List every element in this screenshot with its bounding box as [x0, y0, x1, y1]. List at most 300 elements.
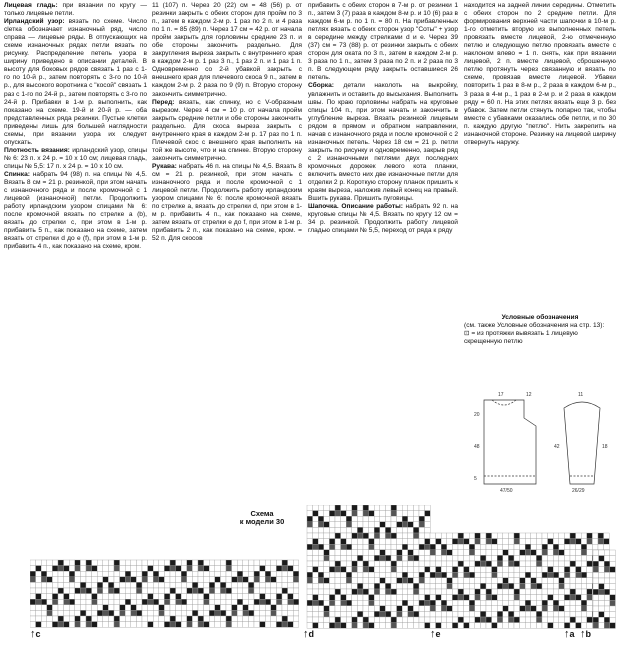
chart-cell — [136, 605, 142, 611]
chart-cell — [480, 550, 486, 556]
chart-cell — [604, 544, 610, 550]
chart-cell — [243, 582, 249, 588]
chart-cell — [441, 611, 447, 617]
chart-cell — [391, 595, 397, 601]
chart-cell — [475, 578, 481, 584]
chart-cell — [408, 600, 414, 606]
chart-cell — [369, 606, 375, 612]
chart-cell — [520, 533, 526, 539]
chart-cell — [452, 606, 458, 612]
chart-cell — [47, 616, 53, 622]
chart-cell — [503, 606, 509, 612]
chart-cell — [243, 588, 249, 594]
chart-cell — [458, 578, 464, 584]
chart-cell — [514, 589, 520, 595]
chart-cell — [346, 617, 352, 623]
chart-cell — [464, 539, 470, 545]
chart-cell — [307, 595, 313, 601]
chart-cell — [352, 623, 358, 629]
chart-cell — [531, 544, 537, 550]
chart-cell — [581, 611, 587, 617]
chart-cell — [559, 617, 565, 623]
paragraph — [4, 171, 147, 251]
sketch-label: 18 — [602, 444, 608, 450]
chart-cell — [243, 599, 249, 605]
chart-cell — [531, 606, 537, 612]
chart-cell — [64, 594, 70, 600]
chart-cell — [52, 560, 58, 566]
chart-cell — [329, 589, 335, 595]
legend-title: Условные обозначения — [501, 314, 579, 321]
chart-cell — [380, 555, 386, 561]
chart-cell — [464, 555, 470, 561]
chart-cell — [276, 605, 282, 611]
chart-cell — [480, 623, 486, 629]
chart-cell — [254, 571, 260, 577]
chart-cell — [293, 560, 299, 566]
chart-cell — [260, 577, 266, 583]
chart-cell — [402, 583, 408, 589]
chart-cell — [164, 622, 170, 628]
chart-cell — [514, 533, 520, 539]
chart-cell — [220, 571, 226, 577]
chart-cell — [570, 606, 576, 612]
chart-cell — [369, 595, 375, 601]
legend-note: (см. также Условные обозначения на стр. 13): — [464, 322, 605, 329]
chart-cell — [293, 566, 299, 572]
chart-cell — [181, 560, 187, 566]
chart-grid-block — [593, 550, 615, 628]
chart-cell — [181, 571, 187, 577]
paragraph-text: 11 (107) п. Через 20 (22) см = 48 (56) р. от резинки закрыть с обеих сторон для пройм по 3 п., затем в каждом 2-м р. 1 раз по 2 п. и 4 раза по 1 п. = 85 (89) п. Через 17 см = 42 р. от начала пройм закрыть для горловины средние 23 п. и обе стороны закончить раздельно. Для закругления выреза закрыть с внутреннего края в каждом 2-м р. 1 раз 3 п., 1 раз 2 п. и 1 раз 1 п. Одновременно со 2-й убавкой закрыть с внешнего края для плечевого скоса 9 п., затем в каждом 2-м р. 2 раза по 9 (9) п. Вторую сторону закончить симметрично. — [152, 2, 302, 98]
chart-cell — [441, 617, 447, 623]
chart-cell — [64, 577, 70, 583]
chart-cell — [542, 533, 548, 539]
chart-cell — [525, 550, 531, 556]
chart-cell — [276, 622, 282, 628]
chart-cell — [413, 561, 419, 567]
chart-cell — [587, 617, 593, 623]
chart-cell — [369, 623, 375, 629]
chart-cell — [69, 616, 75, 622]
chart-cell — [288, 594, 294, 600]
chart-cell — [374, 550, 380, 556]
chart-cell — [346, 600, 352, 606]
chart-cell — [265, 560, 271, 566]
chart-cell — [408, 617, 414, 623]
chart-cell — [176, 616, 182, 622]
chart-cell — [52, 599, 58, 605]
chart-cell — [564, 539, 570, 545]
chart-cell — [92, 605, 98, 611]
chart-cell — [352, 583, 358, 589]
chart-cell — [553, 544, 559, 550]
chart-cell — [610, 572, 616, 578]
chart-cell — [380, 589, 386, 595]
chart-cell — [41, 571, 47, 577]
chart-cell — [508, 606, 514, 612]
chart-cell — [226, 599, 232, 605]
chart-cell — [363, 606, 369, 612]
chart-cell — [581, 550, 587, 556]
chart-cell — [52, 616, 58, 622]
chart-cell — [514, 595, 520, 601]
chart-cell — [265, 599, 271, 605]
legend-item: ⊡ = из протяжки вывязать 1 лицевую скрещенную петлю — [464, 330, 578, 345]
chart-cell — [385, 511, 391, 517]
chart-cell — [153, 566, 159, 572]
chart-cell — [159, 599, 165, 605]
chart-cell — [318, 578, 324, 584]
chart-cell — [226, 616, 232, 622]
chart-cell — [220, 560, 226, 566]
chart-cell — [324, 522, 330, 528]
chart-cell — [97, 582, 103, 588]
pattern-sketch — [464, 388, 616, 498]
chart-cell — [254, 599, 260, 605]
chart-cell — [357, 578, 363, 584]
chart-cell — [307, 527, 313, 533]
chart-cell — [587, 578, 593, 584]
chart-cell — [531, 611, 537, 617]
chart-cell — [226, 566, 232, 572]
section-heading: Шапочка. Описание работы: — [308, 203, 403, 211]
chart-cell — [430, 539, 436, 545]
chart-cell — [408, 589, 414, 595]
chart-cell — [430, 567, 436, 573]
chart-cell — [198, 566, 204, 572]
chart-cell — [559, 589, 565, 595]
chart-cell — [352, 505, 358, 511]
chart-cell — [536, 572, 542, 578]
chart-cell — [75, 622, 81, 628]
chart-cell — [36, 599, 42, 605]
chart-cell — [209, 622, 215, 628]
chart-cell — [271, 566, 277, 572]
chart-cell — [318, 595, 324, 601]
chart-cell — [604, 612, 610, 618]
chart-cell — [525, 544, 531, 550]
chart-cell — [232, 605, 238, 611]
chart-cell — [232, 566, 238, 572]
chart-cell — [553, 533, 559, 539]
chart-cell — [520, 583, 526, 589]
chart-cell — [464, 561, 470, 567]
chart-cell — [503, 578, 509, 584]
chart-cell — [391, 606, 397, 612]
chart-cell — [293, 594, 299, 600]
chart-cell — [215, 582, 221, 588]
chart-cell — [452, 578, 458, 584]
chart-cell — [503, 611, 509, 617]
chart-cell — [369, 600, 375, 606]
chart-cell — [397, 533, 403, 539]
chart-cell — [243, 594, 249, 600]
chart-cell — [464, 572, 470, 578]
chart-cell — [469, 544, 475, 550]
chart-cell — [458, 567, 464, 573]
chart-cell — [413, 527, 419, 533]
chart-cell — [215, 588, 221, 594]
chart-cell — [469, 583, 475, 589]
chart-cell — [30, 610, 36, 616]
chart-cell — [288, 605, 294, 611]
chart-cell — [363, 527, 369, 533]
chart-cell — [469, 617, 475, 623]
chart-cell — [553, 589, 559, 595]
chart-cell — [464, 617, 470, 623]
chart-cell — [243, 566, 249, 572]
chart-cell — [475, 606, 481, 612]
chart-cell — [486, 595, 492, 601]
chart-cell — [374, 516, 380, 522]
chart-cell — [514, 617, 520, 623]
chart-cell — [125, 599, 131, 605]
chart-cell — [599, 606, 605, 612]
chart-cell — [480, 617, 486, 623]
chart-cell — [408, 611, 414, 617]
chart-cell — [176, 560, 182, 566]
chart-cell — [307, 550, 313, 556]
chart-cell — [324, 539, 330, 545]
chart-cell — [329, 511, 335, 517]
chart-cell — [581, 539, 587, 545]
chart-cell — [136, 622, 142, 628]
chart-cell — [475, 555, 481, 561]
chart-cell — [97, 610, 103, 616]
chart-cell — [282, 577, 288, 583]
chart-cell — [553, 583, 559, 589]
paragraph — [4, 147, 147, 171]
chart-cell — [52, 571, 58, 577]
chart-cell — [581, 600, 587, 606]
chart-cell — [346, 595, 352, 601]
chart-cell — [142, 577, 148, 583]
chart-cell — [520, 550, 526, 556]
chart-cell — [486, 533, 492, 539]
chart-cell — [564, 578, 570, 584]
chart-cell — [103, 605, 109, 611]
chart-cell — [430, 578, 436, 584]
paragraph-text: ирландский узор, спицы № 6: 23 п. х 24 р. = 10 х 10 см; лицевая гладь, спицы № 5,5: 17 п. х 24 р. = 10 х 10 см. — [4, 146, 147, 170]
chart-cell — [369, 572, 375, 578]
chart-cell — [531, 555, 537, 561]
chart-cell — [369, 505, 375, 511]
chart-cell — [187, 582, 193, 588]
chart-cell — [447, 606, 453, 612]
chart-cell — [363, 572, 369, 578]
chart-cell — [209, 616, 215, 622]
chart-cell — [391, 623, 397, 629]
chart-cell — [559, 600, 565, 606]
chart-cell — [374, 600, 380, 606]
chart-cell — [318, 583, 324, 589]
chart-cell — [503, 600, 509, 606]
chart-cell — [542, 578, 548, 584]
chart-cell — [391, 567, 397, 573]
chart-cell — [341, 511, 347, 517]
chart-cell — [464, 550, 470, 556]
chart-cell — [447, 550, 453, 556]
chart-cell — [497, 611, 503, 617]
chart-cell — [486, 550, 492, 556]
chart-cell — [181, 599, 187, 605]
chart-cell — [576, 606, 582, 612]
chart-cell — [593, 595, 599, 601]
paragraph — [4, 2, 147, 18]
chart-cell — [419, 527, 425, 533]
chart-cell — [237, 605, 243, 611]
chart-cell — [425, 522, 431, 528]
chart-cell — [363, 561, 369, 567]
chart-cell — [441, 539, 447, 545]
chart-cell — [69, 560, 75, 566]
chart-cell — [131, 577, 137, 583]
chart-cell — [374, 572, 380, 578]
chart-cell — [508, 567, 514, 573]
chart-cell — [170, 588, 176, 594]
chart-cell — [352, 527, 358, 533]
chart-cell — [75, 588, 81, 594]
paragraph — [308, 2, 458, 82]
chart-cell — [209, 594, 215, 600]
chart-cell — [408, 544, 414, 550]
chart-cell — [346, 516, 352, 522]
chart-cell — [198, 560, 204, 566]
chart-cell — [142, 599, 148, 605]
chart-cell — [198, 622, 204, 628]
chart-cell — [520, 561, 526, 567]
chart-cell — [226, 610, 232, 616]
chart-cell — [271, 616, 277, 622]
chart-cell — [604, 617, 610, 623]
chart-cell — [237, 594, 243, 600]
chart-cell — [548, 611, 554, 617]
chart-cell — [458, 606, 464, 612]
chart-cell — [335, 572, 341, 578]
chart-cell — [397, 522, 403, 528]
chart-cell — [564, 533, 570, 539]
chart-cell — [464, 623, 470, 629]
chart-cell — [357, 606, 363, 612]
chart-cell — [103, 610, 109, 616]
chart-cell — [313, 516, 319, 522]
chart-cell — [492, 617, 498, 623]
chart-cell — [593, 578, 599, 584]
chart-cell — [293, 582, 299, 588]
chart-cell — [97, 605, 103, 611]
chart-cell — [514, 567, 520, 573]
chart-cell — [103, 560, 109, 566]
chart-cell — [346, 527, 352, 533]
chart-cell — [131, 594, 137, 600]
chart-cell — [525, 555, 531, 561]
chart-cell — [357, 611, 363, 617]
chart-cell — [75, 560, 81, 566]
chart-cell — [142, 622, 148, 628]
chart-cell — [142, 605, 148, 611]
chart-cell — [604, 623, 610, 629]
chart-cell — [475, 544, 481, 550]
chart-cell — [260, 566, 266, 572]
chart-cell — [318, 533, 324, 539]
chart-cell — [357, 589, 363, 595]
chart-cell — [265, 577, 271, 583]
chart-cell — [352, 561, 358, 567]
chart-cell — [282, 571, 288, 577]
chart-cell — [397, 516, 403, 522]
chart-cell — [159, 560, 165, 566]
chart-cell — [480, 600, 486, 606]
chart-cell — [254, 610, 260, 616]
chart-cell — [564, 550, 570, 556]
chart-cell — [187, 588, 193, 594]
chart-cell — [226, 577, 232, 583]
chart-cell — [570, 561, 576, 567]
chart-cell — [475, 595, 481, 601]
chart-cell — [514, 611, 520, 617]
chart-cell — [610, 623, 616, 629]
chart-cell — [402, 611, 408, 617]
chart-cell — [374, 611, 380, 617]
chart-cell — [391, 572, 397, 578]
chart-cell — [520, 600, 526, 606]
chart-cell — [357, 583, 363, 589]
chart-cell — [204, 588, 210, 594]
chart-cell — [335, 533, 341, 539]
chart-cell — [380, 572, 386, 578]
chart-cell — [198, 599, 204, 605]
chart-cell — [581, 617, 587, 623]
chart-cell — [380, 578, 386, 584]
chart-cell — [542, 555, 548, 561]
sketch-label: 48 — [474, 444, 480, 450]
chart-cell — [86, 588, 92, 594]
chart-cell — [408, 522, 414, 528]
chart-cell — [369, 567, 375, 573]
chart-cell — [243, 616, 249, 622]
chart-cell — [402, 555, 408, 561]
chart-cell — [114, 594, 120, 600]
chart-cell — [357, 600, 363, 606]
chart-cell — [192, 588, 198, 594]
scheme-title: Схема — [250, 509, 274, 518]
chart-cell — [592, 544, 598, 550]
chart-cell — [153, 577, 159, 583]
chart-cell — [369, 611, 375, 617]
chart-cell — [329, 505, 335, 511]
chart-cell — [508, 583, 514, 589]
chart-cell — [164, 599, 170, 605]
chart-cell — [215, 610, 221, 616]
chart-cell — [380, 516, 386, 522]
chart-cell — [248, 577, 254, 583]
chart-cell — [475, 539, 481, 545]
chart-cell — [430, 550, 436, 556]
chart-cell — [260, 560, 266, 566]
chart-cell — [587, 611, 593, 617]
chart-cell — [587, 583, 593, 589]
chart-cell — [80, 610, 86, 616]
chart-cell — [86, 571, 92, 577]
chart-cell — [64, 610, 70, 616]
chart-cell — [226, 571, 232, 577]
chart-cell — [136, 616, 142, 622]
chart-cell — [441, 550, 447, 556]
chart-cell — [198, 577, 204, 583]
chart-cell — [430, 561, 436, 567]
chart-cell — [514, 578, 520, 584]
